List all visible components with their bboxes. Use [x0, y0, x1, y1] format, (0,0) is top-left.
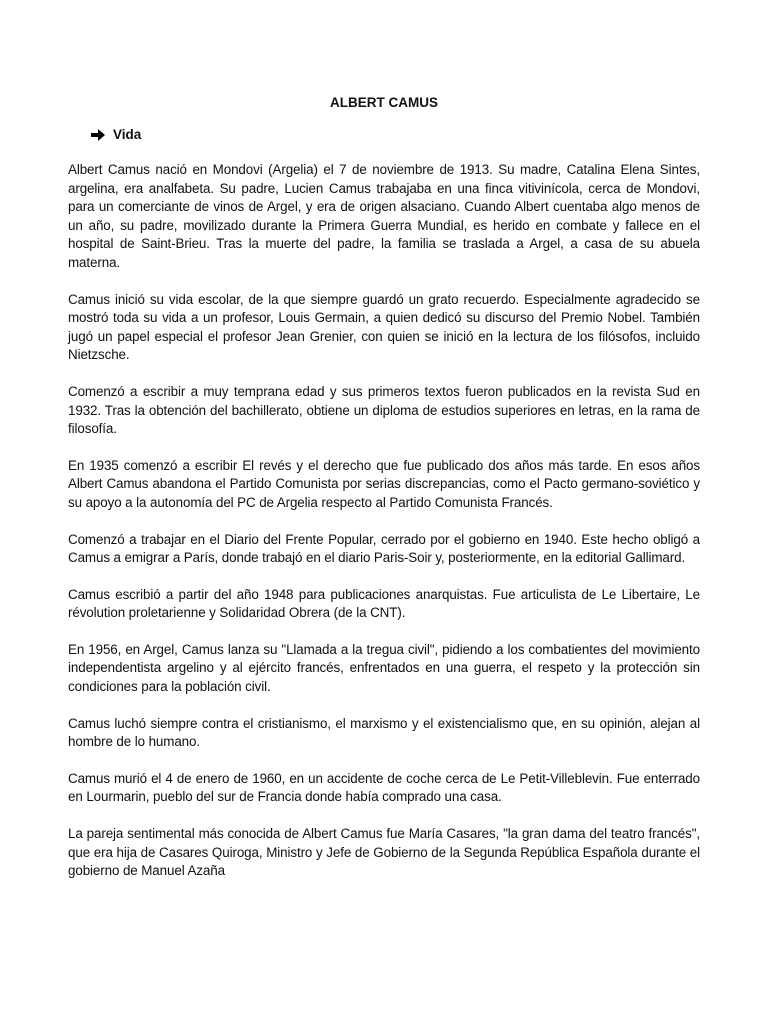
paragraph-anarchist-publications: Camus escribió a partir del año 1948 para publicaciones anarquistas. Fue articulista de Le Libertaire, Le révolution proletarienne y Solidaridad Obrera (de la CNT).	[68, 586, 700, 621]
paragraph-maria-casares: La pareja sentimental más conocida de Albert Camus fue María Casares, "la gran dama del teatro francés", que era hija de Casares Quiroga, Ministro y Jefe de Gobierno de la Segunda República Española durante el gobierno de Manuel Azaña	[68, 826, 700, 879]
paragraph-beliefs: Camus luchó siempre contra el cristianismo, el marxismo y el existencialismo que, en su opinión, alejan al hombre de lo humano.	[68, 715, 700, 750]
paragraph-death: Camus murió el 4 de enero de 1960, en un accidente de coche cerca de Le Petit-Villeblevin. Fue enterrado en Lourmarin, pueblo del sur de Francia donde había comprado una casa.	[68, 770, 700, 805]
paragraph-first-writings: Comenzó a escribir a muy temprana edad y sus primeros textos fueron publicados en la revista Sud en 1932. Tras la obtención del bachillerato, obtiene un diploma de estudios superiores en letras, en la rama de filosofía.	[68, 383, 700, 437]
paragraph-school: Camus inició su vida escolar, de la que siempre guardó un grato recuerdo. Especialmente agradecido se mostró toda su vida a un profesor, Louis Germain, a quien dedicó su discurso del Premio Nobel. También jugó un papel especial el profesor Jean Grenier, con quien se inició en la lectura de los filósofos, incluido Nietzsche.	[68, 291, 700, 363]
section-heading-label: Vida	[113, 127, 142, 142]
document-page	[68, 94, 700, 899]
paragraph-frente-popular: Comenzó a trabajar en el Diario del Frente Popular, cerrado por el gobierno en 1940. Este hecho obligó a Camus a emigrar a París, donde trabajó en el diario Paris-Soir y, posteriormente, en la editorial Gallimard.	[68, 531, 700, 566]
paragraph-1956-truce: En 1956, en Argel, Camus lanza su "Llamada a la tregua civil", pidiendo a los combatientes del movimiento independentista argelino y al ejército francés, enfrentados en una guerra, el respeto y la protección sin condiciones para la población civil.	[68, 641, 700, 695]
paragraph-1935: En 1935 comenzó a escribir El revés y el derecho que fue publicado dos años más tarde. En esos años Albert Camus abandona el Partido Comunista por serias discrepancias, como el Pacto germano-soviético y su apoyo a la autonomía del PC de Argelia respecto al Partido Comunista Francés.	[68, 457, 700, 510]
section-heading-vida	[90, 126, 700, 144]
document-title: ALBERT CAMUS	[330, 95, 438, 110]
arrow-right-icon	[90, 128, 106, 142]
paragraph-birth: Albert Camus nació en Mondovi (Argelia) el 7 de noviembre de 1913. Su madre, Catalina Elena Sintes, argelina, era analfabeta. Su padre, Lucien Camus trabajaba en una finca vitivinícola, cerca de Mondovi, para un comerciante de vinos de Argel, y era de origen alsaciano. Cuando Albert cuentaba algo menos de un año, su padre, movilizado durante la Primera Guerra Mundial, es herido en combate y fallece en el hospital de Saint-Brieu. Tras la muerte del padre, la familia se traslada a Argel, a casa de su abuela materna.	[68, 162, 700, 270]
